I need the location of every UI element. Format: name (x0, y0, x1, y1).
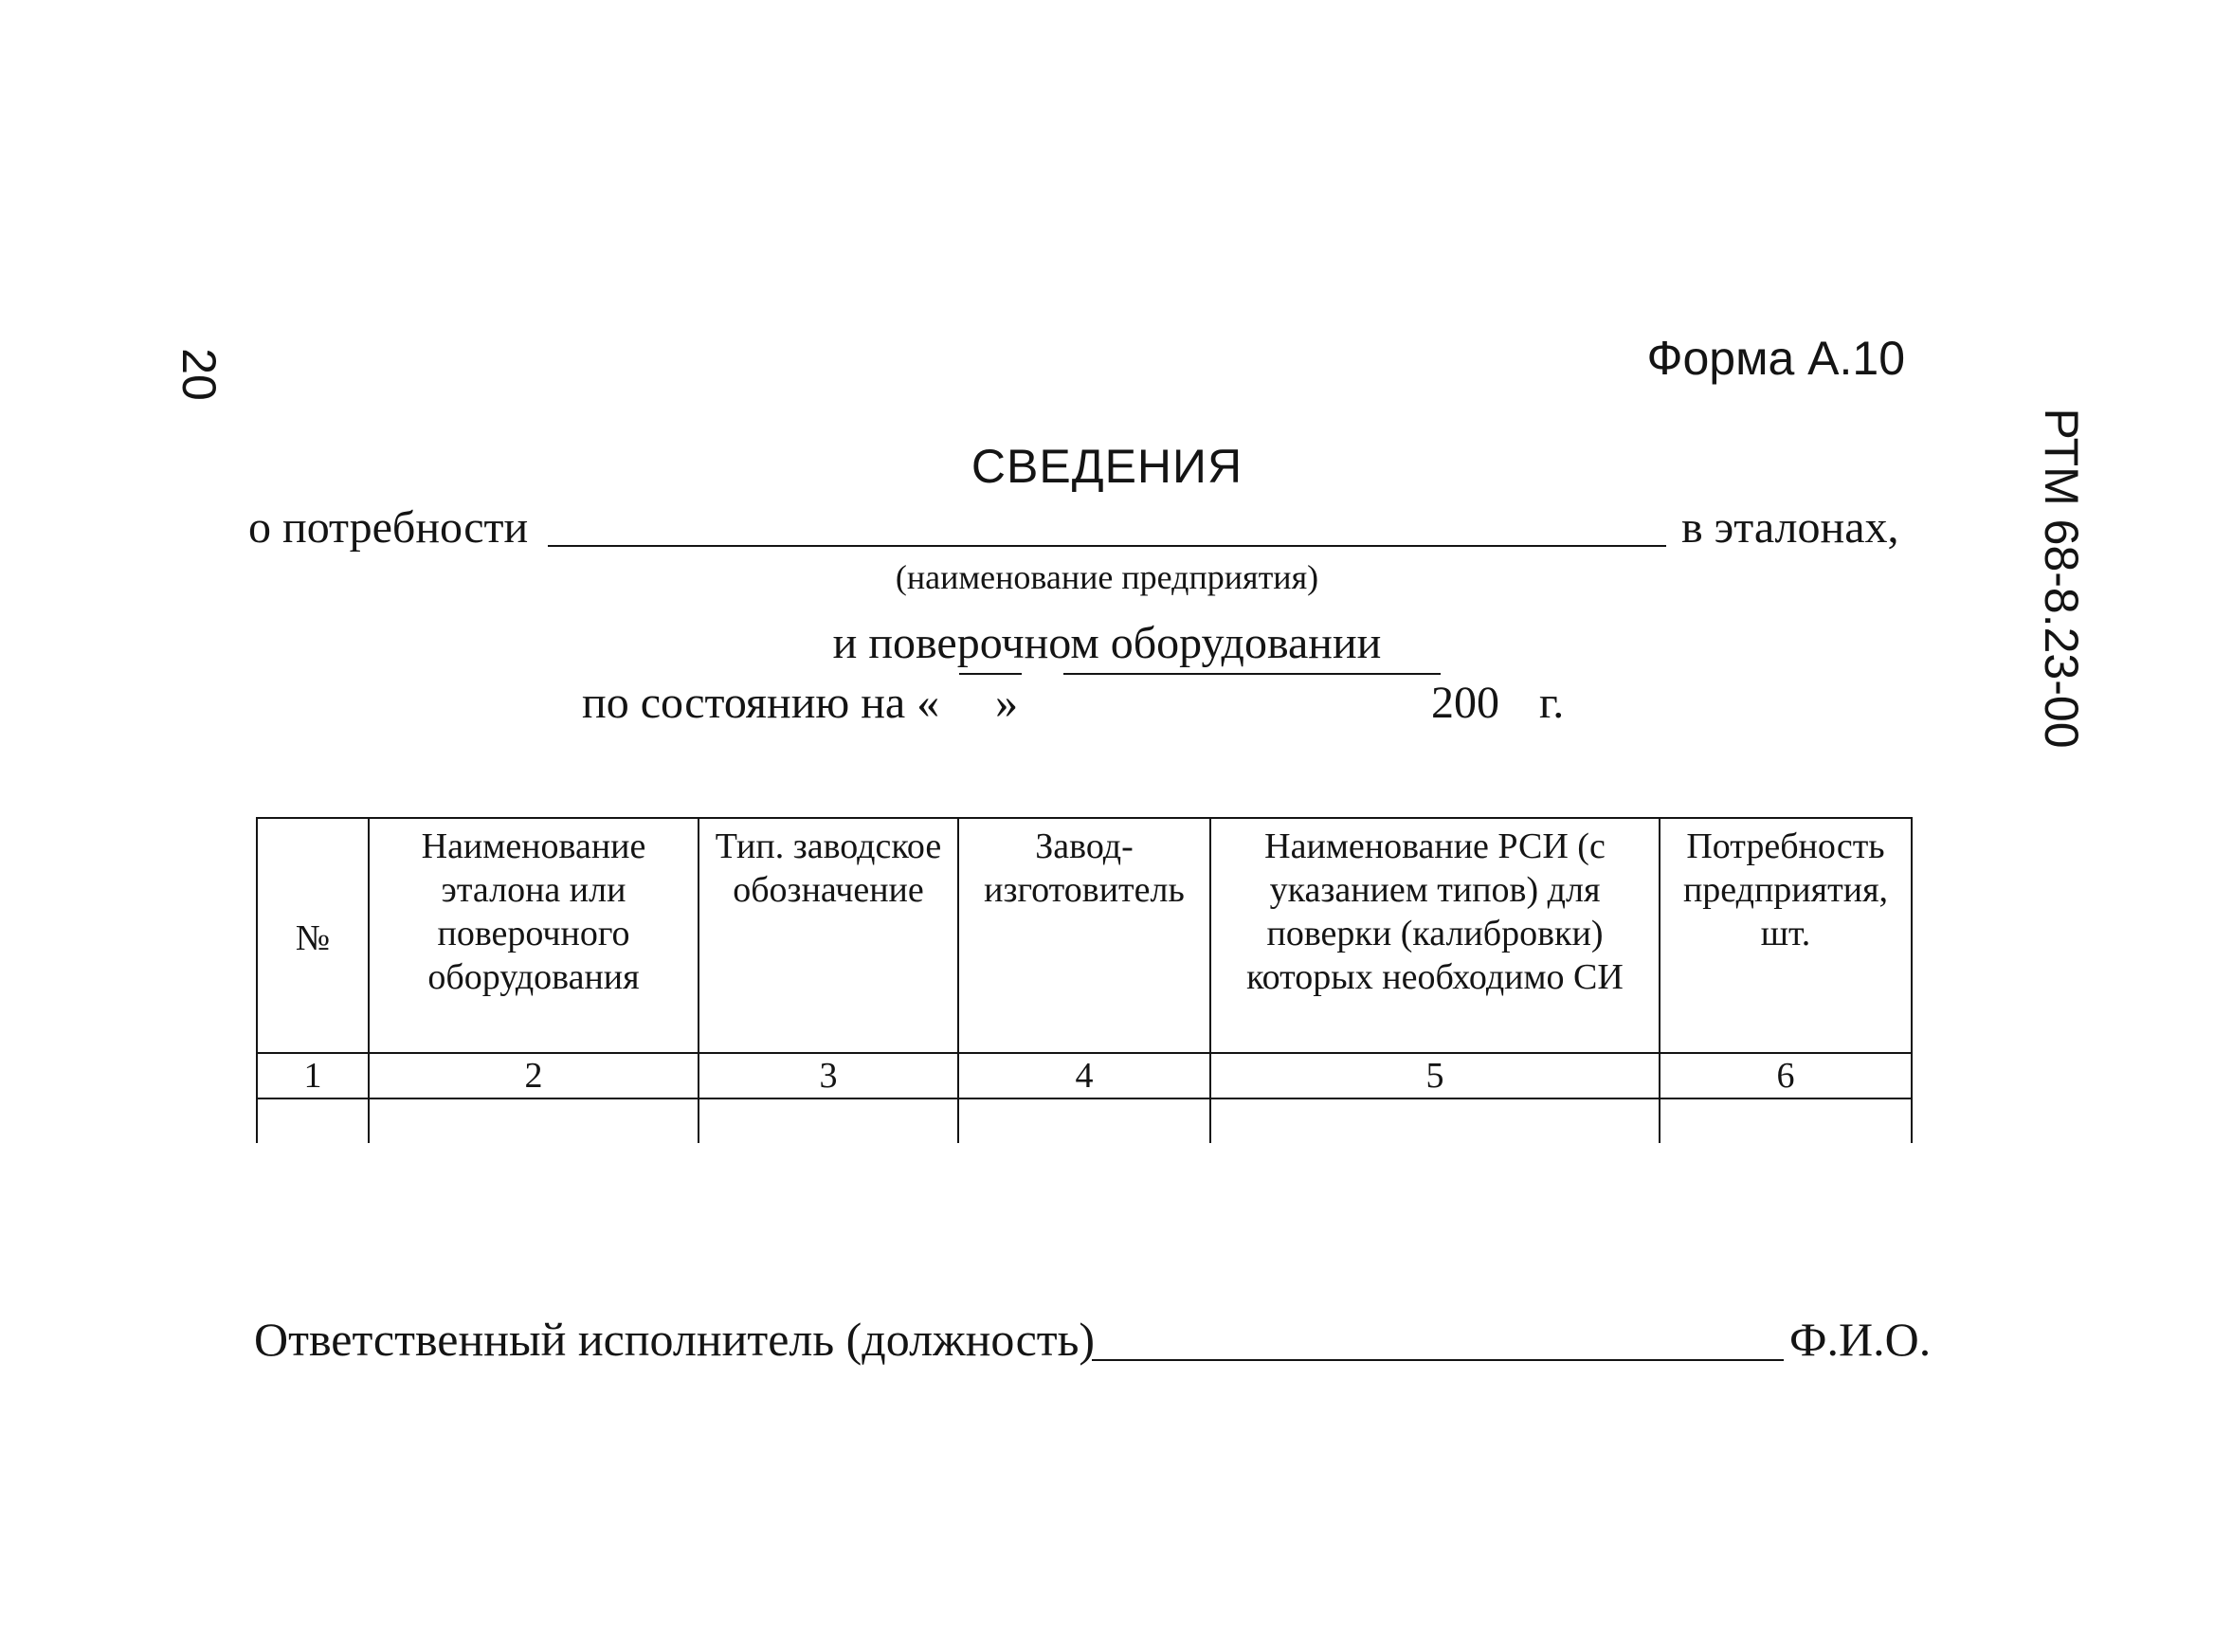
signature-line (254, 1306, 1932, 1372)
need-prefix: о потребности (248, 502, 529, 553)
column-number: 1 (257, 1053, 369, 1098)
need-suffix: в эталонах, (1681, 502, 1899, 553)
column-number: 2 (369, 1053, 699, 1098)
header-rsi-name: Наименование РСИ (с указанием типов) для поверки (калибровки) которых необходимо СИ (1210, 818, 1660, 1053)
header-type: Тип. заводское обозначение (699, 818, 958, 1053)
table-cell[interactable] (958, 1098, 1210, 1143)
document-title: СВЕДЕНИЯ (971, 440, 1243, 493)
column-number: 6 (1660, 1053, 1912, 1098)
table-cell[interactable] (1660, 1098, 1912, 1143)
column-number-row (257, 1053, 1912, 1098)
header-standard-name: Наименование эталона или поверочного оборудования (369, 818, 699, 1053)
table-cell[interactable] (369, 1098, 699, 1143)
document-code: РТМ 68-8.23-00 (2035, 408, 2088, 749)
table-cell[interactable] (257, 1098, 369, 1143)
full-name-label: Ф.И.О. (1789, 1313, 1932, 1366)
header-need: Потребность предприятия, шт. (1660, 818, 1912, 1053)
enterprise-caption: (наименование предприятия) (895, 558, 1319, 596)
month-field[interactable] (1063, 673, 1441, 675)
responsible-label: Ответственный исполнитель (должность) (254, 1313, 1096, 1366)
date-prefix: по состоянию на « (582, 678, 940, 728)
table-cell[interactable] (1210, 1098, 1660, 1143)
date-quote-close: » (995, 678, 1018, 728)
column-number: 4 (958, 1053, 1210, 1098)
requirements-table (256, 817, 1913, 1143)
table-cell[interactable] (699, 1098, 958, 1143)
form-label: Форма А.10 (1646, 332, 1905, 385)
column-number: 5 (1210, 1053, 1660, 1098)
header-number: № (257, 818, 369, 1053)
header-manufacturer: Завод-изготовитель (958, 818, 1210, 1053)
year-suffix: г. (1539, 678, 1565, 728)
column-number: 3 (699, 1053, 958, 1098)
year-prefix: 200 (1431, 678, 1499, 728)
table-header-row (257, 818, 1912, 1053)
enterprise-name-field[interactable] (548, 545, 1666, 547)
need-line (248, 498, 1916, 558)
table-row (257, 1098, 1912, 1143)
signature-field[interactable] (1092, 1359, 1784, 1361)
page-number: 20 (172, 348, 226, 401)
equipment-line: и поверочном оборудовании (832, 618, 1382, 668)
